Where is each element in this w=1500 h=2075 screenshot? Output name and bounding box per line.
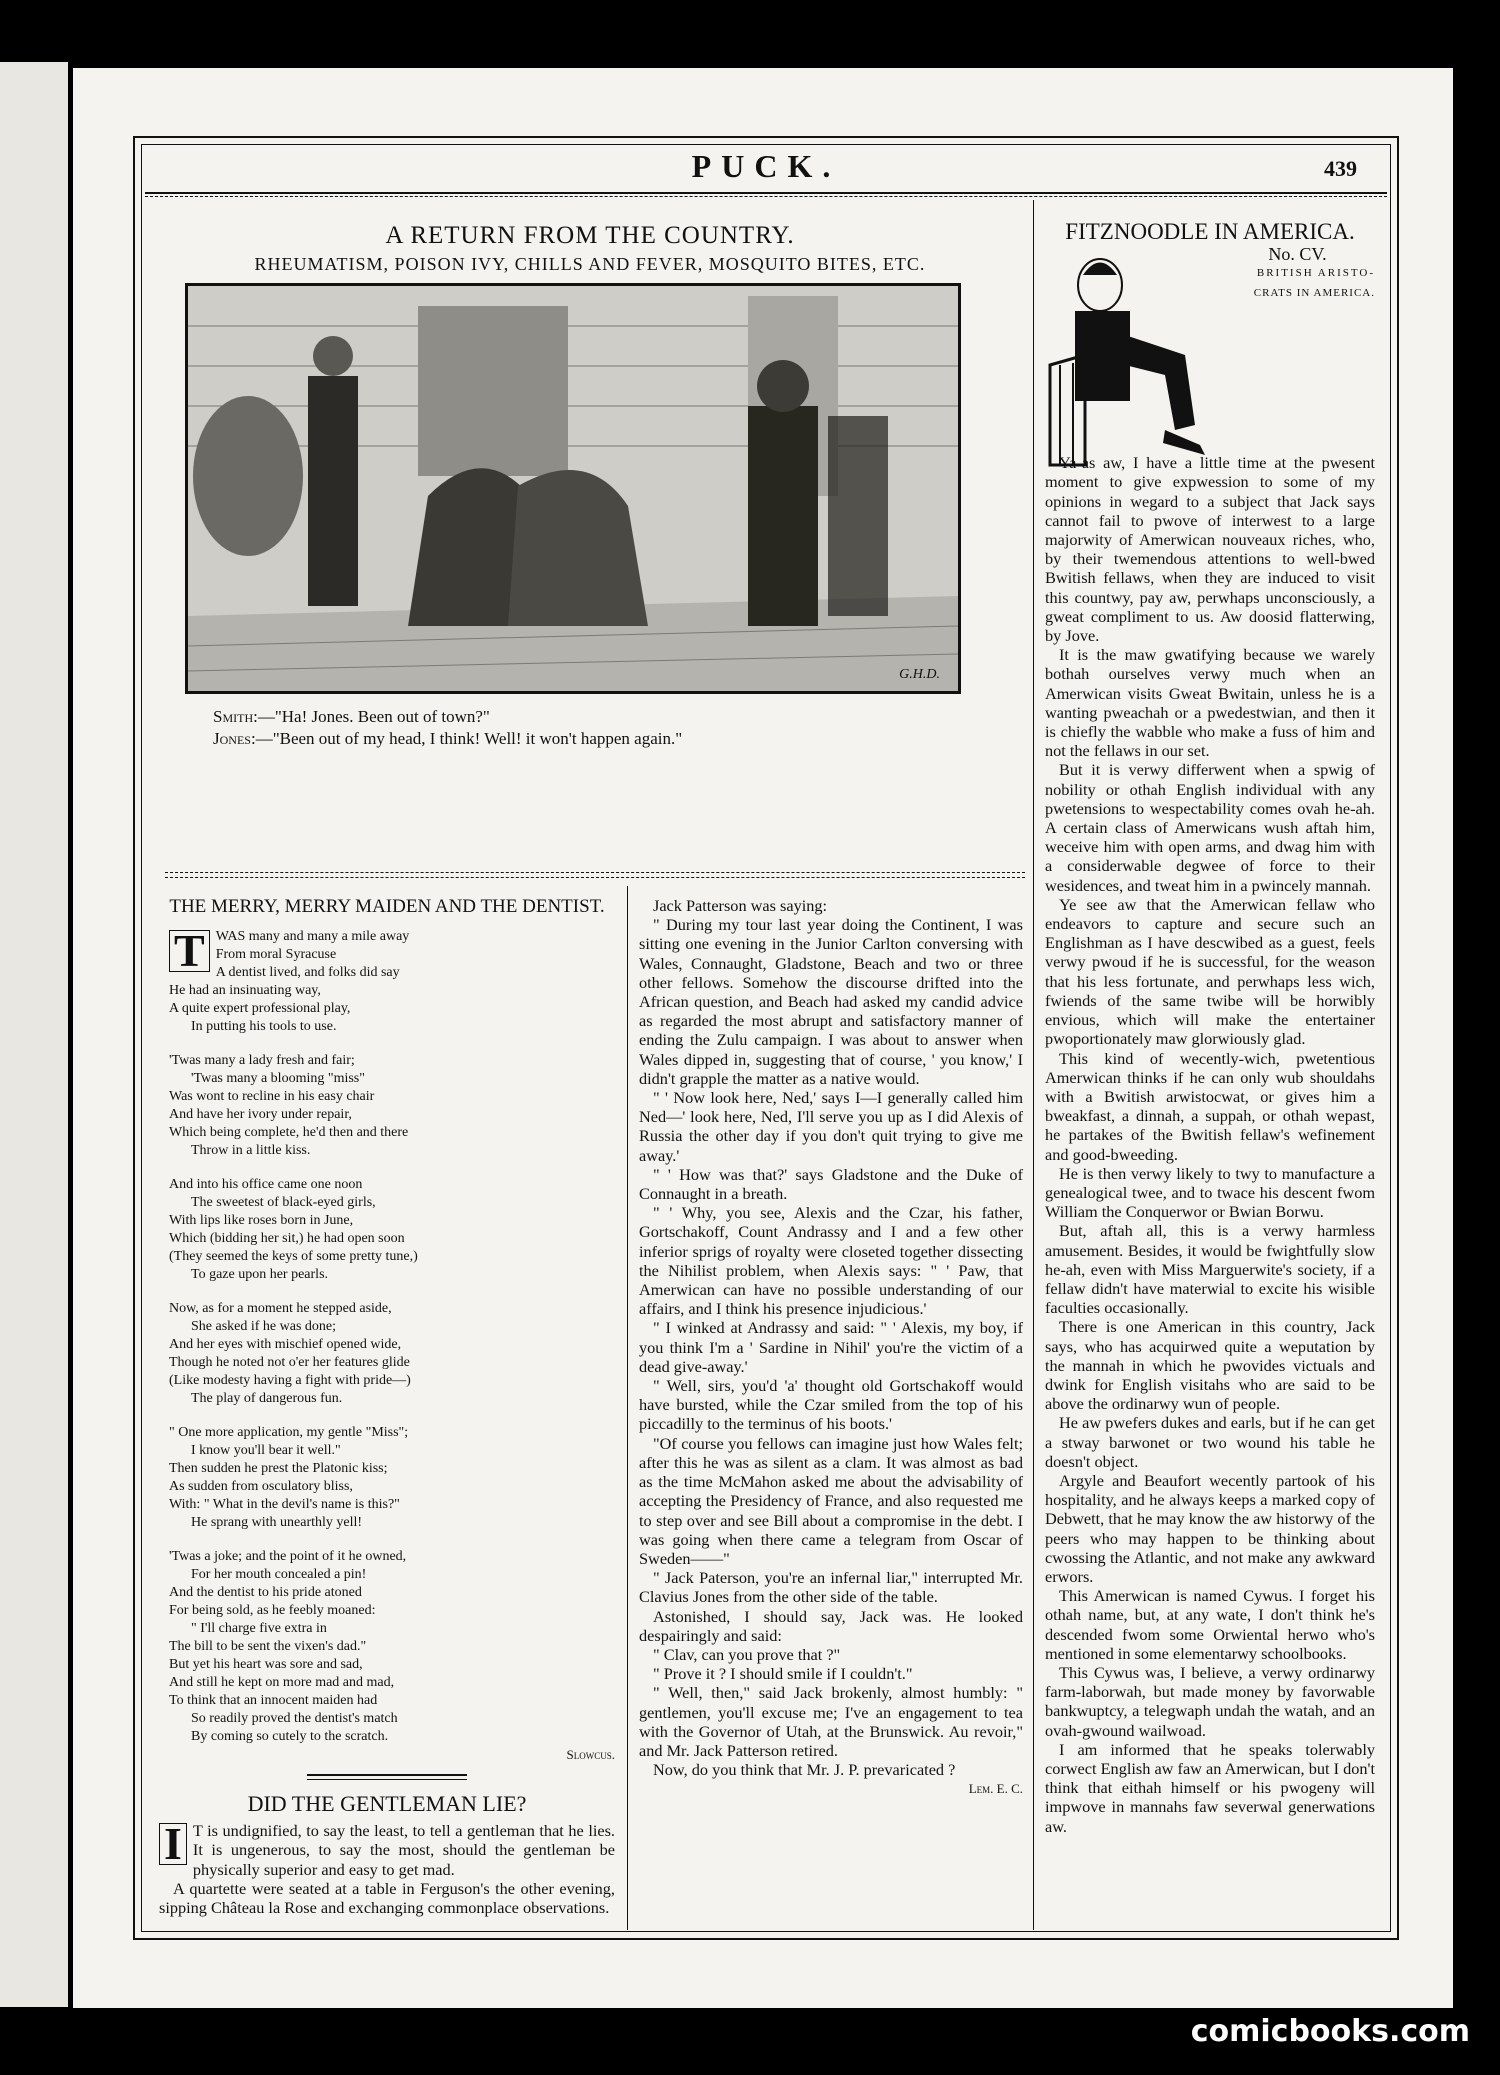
poem-line: He sprang with unearthly yell! [191,1515,363,1530]
poem-line: To think that an innocent maiden had [169,1693,378,1708]
street-scene-icon [188,286,958,691]
fitznoodle-paragraph: He is then verwy likely to twy to manufacture a genealogical twee, and to twace his descent fwom William the Conquerwor or Bwian Borwu. [1045,1163,1375,1222]
watermark-brand: comicbooks.com [1190,2014,1470,2049]
poem-line: 'Twas many a blooming "miss" [191,1071,365,1086]
caption-speaker-smith: Smith: [213,707,258,726]
gentleman-paragraph: " Clav, can you prove that ?" [653,1644,841,1664]
cartoon-caption [213,706,682,750]
poem-line: From moral Syracuse [215,947,337,962]
caption-speaker-jones: Jones: [213,729,256,748]
fitznoodle-paragraph: But it is verwy differwent when a spwig of nobility or othah English individual with any pwetensions to wespectability comes ovah he-ah. A certain class of Amerwicans wush aftah him, weceive him with open arms, and dwag him with a considerwable degwee of force to their wesidences, and tweat him in a pwincely mannah. [1045,760,1375,895]
masthead [135,148,1397,188]
poem-line: By coming so cutely to the scratch. [191,1729,389,1744]
fitznoodle-paragraph: He aw pwefers dukes and earls, but if he can get a stway barwonet or two wound his table he doesn't object. [1045,1413,1375,1471]
cartoon-subtitle: RHEUMATISM, POISON IVY, CHILLS AND FEVER, MOSQUITO BITES, ETC. [254,254,926,274]
gentleman-paragraph: " Well, sirs, you'd 'a' thought old Gortschakoff would have bursted, while the Czar smiled from the top of his piccadilly to the terminus of his boots.' [639,1376,1023,1434]
poem-dropcap: T [169,930,210,972]
poem-line: The sweetest of black-eyed girls, [191,1195,376,1210]
gentleman-paragraph: Now, do you think that Mr. J. P. prevaricated ? [653,1760,956,1780]
poem-line: With: " What in the devil's name is this?" [169,1497,400,1512]
poem-line: 'Twas a joke; and the point of it he owned, [169,1549,407,1564]
fitznoodle-paragraph: Ye see aw that the Amerwican fellaw who endeavors to capture and secure such an Englishman as I have descwibed as a guest, feels verwy pwoud if he is successful, for the weason that his less fortunate, and perwhaps less wich, fwiends of the same twibe will be horwibly envious, which will make the entertainer pwoportionately maw glorwiously glad. [1045,894,1375,1049]
poem-line: And still he kept on more mad and mad, [169,1675,395,1690]
fitznoodle-paragraph: Argyle and Beaufort wecently partook of his hospitality, and he always keeps a marked copy of Debwett, that he may know the aw historwy of the peers who may happen to be thinking about cwossing the Atlantic, and not make any awkward erwors. [1045,1470,1375,1586]
magazine-page [73,68,1453,2008]
middle-column [639,896,1023,1799]
fitznoodle-paragraph: Ya-as aw, I have a little time at the pwesent moment to give expwession to some of my opinions in wegard to a subject that Jack says cannot fail to pwove of interwest to a large majorwity of Amerwican nouveaux riches, who, by their twemendous attentions to well-bwed Bwitish fellaws, when they are induced to visit this countwy, pay aw, perwhaps unconsciously, a gweat compliment to us. Aw doosid flatterwing, by Jove. [1045,453,1375,646]
poem-line: The bill to be sent the vixen's dad." [169,1639,367,1654]
poem-line: 'Twas many a lady fresh and fair; [169,1053,355,1068]
poem-line: But yet his heart was sore and sad, [169,1657,363,1672]
caption-line-jones: —"Been out of my head, I think! Well! it won't happen again." [255,729,683,748]
poem-line: And the dentist to his pride atoned [169,1585,362,1600]
gentleman-paragraph: " ' Why, you see, Alexis and the Czar, his father, Gortschakoff, Count Andrassy and I and a few other inferior sprigs of royalty were closeted together dissecting the Nihilist problem, when Alexis says: " ' Paw, that Amerwican can have no possible understanding of our affairs, and I think his presence injudicious.' [639,1203,1023,1319]
poem-line: She asked if he was done; [191,1319,337,1334]
gentleman-paragraph: " I winked at Andrassy and said: " ' Alexis, my boy, if you think I'm a ' Sardine in Nihil' you're the victim of a dead give-away.' [639,1318,1023,1376]
poem-line: " One more application, my gentle "Miss"; [169,1425,409,1440]
poem-line: Now, as for a moment he stepped aside, [169,1301,392,1316]
poem-line: So readily proved the dentist's match [191,1711,398,1726]
poem-line: As sudden from osculatory bliss, [169,1479,353,1494]
poem-line: With lips like roses born in June, [169,1213,354,1228]
section-divider [165,872,1025,878]
poem-line: In putting his tools to use. [191,1019,337,1034]
right-column [1045,219,1375,1836]
poem-line: Was wont to recline in his easy chair [169,1089,375,1104]
fitznoodle-title: FITZNOODLE IN AMERICA. [1065,219,1355,244]
poem-line: Though he noted not o'er her features glide [169,1355,410,1370]
gentleman-paragraph: " Well, then," said Jack brokenly, almost humbly: " gentlemen, you'll excuse me; I've an engagement to tea with the Governor of Utah, at the Brunswick. Au revoir," and Mr. Jack Patterson retired. [639,1683,1023,1760]
poem-line: A quite expert professional play, [169,1001,351,1016]
poem-signature: Slowcus. [566,1747,615,1762]
gentleman-paragraph: " ' Now look here, Ned,' says I—I generally called him Ned—' look here, Ned, I'll serve you up as I did Alexis of Russia the other day if you don't quit trying to give me away.' [639,1088,1023,1165]
poem-line: Which (bidding her sit,) he had open soon [169,1231,405,1246]
fitznoodle-paragraph: There is one American in this country, Jack says, who has acquirwed quite a weputation by the mannah in which he pwovides victuals and dwink for English visitahs who are said to be above the ordinarwy wun of people. [1045,1317,1375,1414]
poem-line: The play of dangerous fun. [191,1391,343,1406]
gentleman-paragraph: " ' How was that?' says Gladstone and the Duke of Connaught in a breath. [639,1164,1023,1204]
left-column [159,896,615,1917]
fitznoodle-paragraph: This Cywus was, I believe, a verwy ordinarwy farm-laborwah, but made money by favorwable bankwuptcy, a telegwaph undah the watah, and an ovah-gwound wailwoad. [1045,1663,1375,1740]
poem-line: Which being complete, he'd then and there [169,1125,409,1140]
poem-line: (They seemed the keys of some pretty tune,) [169,1249,418,1264]
fitznoodle-paragraph: I am informed that he speaks tolerwably corwect English aw faw an Amerwican, but I don't think that eithah himself or his pwogeny will impwove in mannahs faw severwal generwations aw. [1045,1739,1375,1836]
poem-line: A dentist lived, and folks did say [215,965,400,980]
gentleman-opening [159,1818,615,1879]
poem-line: For being sold, as he feebly moaned: [169,1603,376,1618]
cartoon-title: A RETURN FROM THE COUNTRY. [385,222,795,249]
poem-line: And into his office came one noon [169,1177,363,1192]
poem-line: And have her ivory under repair, [169,1107,352,1122]
gentleman-paragraph: Jack Patterson was saying: [653,896,828,915]
poem-line: (Like modesty having a fight with pride—) [169,1373,411,1388]
gentleman-signature: Lem. E. C. [968,1781,1023,1797]
facing-page-edge [0,62,68,2007]
column-rule-right [1033,200,1034,1930]
masthead-title: PUCK. [691,148,841,184]
poem-line: Then sudden he prest the Platonic kiss; [169,1461,388,1476]
cartoon-header [159,222,1021,275]
fitznoodle-paragraph: This kind of wecently-wich, pwetentious Amerwican thinks if he can only wub shouldahs with a Bwitish arwistocwat, or gives him a bweakfast, a dinnah, a suppah, or othah wepast, he partakes of the Bwitish fellaw's wefinement and good-bweeding. [1045,1048,1375,1164]
gentleman-paragraph: " During my tour last year doing the Continent, I was sitting one evening in the Junior Carlton conversing with Wales, Connaught, Gladstone, Beach and two or three other fellows. Somehow the discourse drifted into the African question, and Beach had asked my candid advice as regarded the most abrupt and satisfactory manner of ending the Zulu campaign. I was about to answer when Wales dipped in, suggesting that of course, ' you know,' I didn't grapple the matter as a native would. [639,915,1023,1088]
fitznoodle-paragraph: This Amerwican is named Cywus. I forget his othah name, but, at any wate, I don't think he's descended fwom some Orwiental herwo who's mentioned in some elementarwy schoolbooks. [1045,1586,1375,1663]
gentleman-paragraph: Astonished, I should say, Jack was. He looked despairingly and said: [639,1606,1023,1645]
poem-line: And her eyes with mischief opened wide, [169,1337,402,1352]
page-border [133,136,1399,1940]
poem-body [159,925,615,1764]
caption-line-smith: —"Ha! Jones. Been out of town?" [257,707,490,726]
fitznoodle-number: No. CV. [1268,244,1327,265]
fitznoodle-paragraph: It is the maw gwatifying because we warely bothah ourselves verwy much when an Amerwican visits Gweat Bwitain, unless he is a wanting pweachah or a pwedestwian, and then it is chiefly the wabble who make a fuss of him and not the fellaws in our set. [1045,645,1375,761]
fitznoodle-header-block [1045,245,1375,475]
poem-line: For her mouth concealed a pin! [191,1567,367,1582]
poem-line: I know you'll bear it well." [191,1443,341,1458]
masthead-rule [145,192,1387,194]
poem-line: WAS many and many a mile away [215,929,410,944]
fitznoodle-paragraph: But, aftah all, this is a verwy harmless amusement. Besides, it would be fwightfully slow he-ah, even with Miss Marguerwite's society, if a fellaw didn't have materwial to excite his wisible faculties occasionally. [1045,1221,1375,1318]
gentleman-dropcap: I [159,1823,187,1865]
poem-title: THE MERRY, MERRY MAIDEN AND THE DENTIST. [169,896,605,917]
fitznoodle-subtitle-2: CRATS IN AMERICA. [1253,286,1375,299]
page-number: 439 [1324,156,1357,181]
poem-end-rule [307,1774,467,1780]
gentleman-paragraph: "Of course you fellows can imagine just how Wales felt; after this he was as silent as a clam. It was almost as bad as the time McMahon asked me about the advisability of accepting the Presidency of France, and also requested me to step over and see Bill about a compromise in the debt. I was going when there came a telegram from Oscar of Sweden——" [639,1433,1023,1568]
gentleman-paragraph: " Jack Paterson, you're an infernal liar," interrupted Mr. Clavius Jones from the other side of the table. [639,1568,1023,1607]
gentleman-title: DID THE GENTLEMAN LIE? [247,1791,527,1816]
masthead-wave-rule [145,196,1387,197]
poem-line: To gaze upon her pearls. [191,1267,329,1282]
cartoon-illustration [185,283,961,694]
fitznoodle-subtitle-1: BRITISH ARISTO- [1256,267,1375,280]
poem-line: He had an insinuating way, [169,983,321,998]
gentleman-paragraph: " Prove it ? I should smile if I couldn't." [653,1664,913,1684]
column-rule-left [627,886,628,1930]
gentleman-paragraph: T is undignified, to say the least, to tell a gentleman that he lies. It is ungenerous, to say the most, should the gentleman be physically superior and easy to get mad. [192,1821,615,1879]
cartoon-signature: G.H.D. [899,667,940,682]
poem-line: Throw in a little kiss. [191,1143,311,1158]
gentleman-paragraph: A quartette were seated at a table in Ferguson's the other evening, sipping Château la Rose and exchanging commonplace observations. [159,1878,615,1918]
fitznoodle-portrait-icon [1045,245,1220,475]
poem-line: " I'll charge five extra in [191,1621,327,1636]
